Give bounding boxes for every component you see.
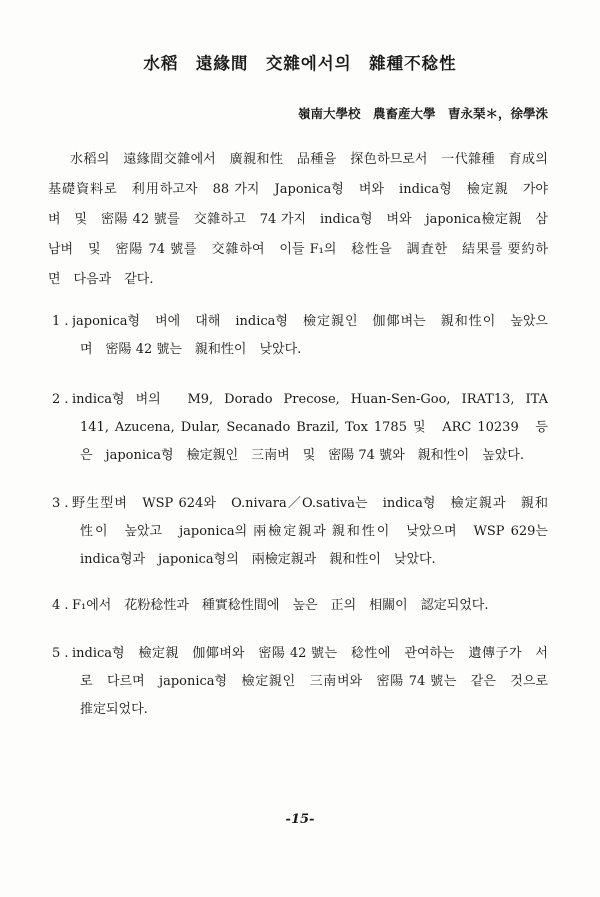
result-item-number: 3 . xyxy=(52,496,69,511)
result-item-line: 141, Azucena, Dular, Secanado Brazil, Tox 1785 및 ARC 10239 등 xyxy=(80,420,548,435)
result-item-line: 로 다르며 japonica형 檢定親인 三南벼와 密陽 74 號는 같은 것으로 xyxy=(80,674,548,689)
abstract-line: 水稻의 遠緣間交雜에서 廣親和性 品種을 探色하므로서 一代雜種 育成의 xyxy=(70,152,548,167)
result-item-line: japonica형 벼에 대해 indica형 檢定親인 伽倻벼는 親和性이 높았으 xyxy=(72,314,548,329)
result-item xyxy=(52,386,548,470)
results-list xyxy=(52,308,548,746)
result-item-number: 4 . xyxy=(52,598,69,613)
result-item xyxy=(52,490,548,574)
result-item xyxy=(52,592,548,620)
result-item-line: 推定되었다. xyxy=(80,702,148,717)
result-item-line: 性이 높았고 japonica의 兩檢定親과 親和性이 낮았으며 WSP 629는 xyxy=(80,524,548,539)
page-number: -15- xyxy=(285,812,315,827)
abstract-line: 면 다음과 같다. xyxy=(48,272,154,287)
result-item-line: 은 japonica형 檢定親인 三南벼 및 密陽 74 號와 親和性이 높았다. xyxy=(80,448,525,463)
result-item-line: F₁에서 花粉稔性과 種實稔性間에 높은 正의 相關이 認定되었다. xyxy=(72,598,489,613)
abstract-line: 남벼 및 密陽 74 號를 交雜하여 이들 F₁의 稔性을 調査한 結果를 要約하 xyxy=(48,242,548,257)
result-item-number: 5 . xyxy=(52,646,69,661)
result-item xyxy=(52,640,548,724)
result-item-number: 2 . xyxy=(52,392,69,407)
result-item-line: indica형 벼의 M9, Dorado Precose, Huan-Sen-Goo, IRAT13, ITA xyxy=(72,392,548,407)
abstract-paragraph xyxy=(48,145,548,295)
result-item-line: indica형 檢定親 伽倻벼와 密陽 42 號는 稔性에 관여하는 遺傳子가 서 xyxy=(72,646,548,661)
author-affiliation: 嶺南大學校 農畜産大學 曺永琹＊，徐學洙 xyxy=(297,106,548,121)
paper-title: 水稻 遠緣間 交雜에서의 雜種不稔性 xyxy=(143,54,457,73)
result-item-number: 1 . xyxy=(52,314,69,329)
result-item xyxy=(52,308,548,364)
result-item-line: 野生型벼 WSP 624와 O.nivara／O.sativa는 indica형 檢定親과 親和 xyxy=(72,496,548,511)
result-item-line: indica형과 japonica형의 兩檢定親과 親和性이 낮았다. xyxy=(80,552,436,567)
abstract-line: 基礎資料로 利用하고자 88 가지 Japonica형 벼와 indica형 檢定親 가야 xyxy=(48,182,548,197)
abstract-line: 벼 및 密陽 42 號를 交雜하고 74 가지 indica형 벼와 japonica檢定親 삼 xyxy=(48,212,548,227)
result-item-line: 며 密陽 42 號는 親和性이 낮았다. xyxy=(80,342,302,357)
